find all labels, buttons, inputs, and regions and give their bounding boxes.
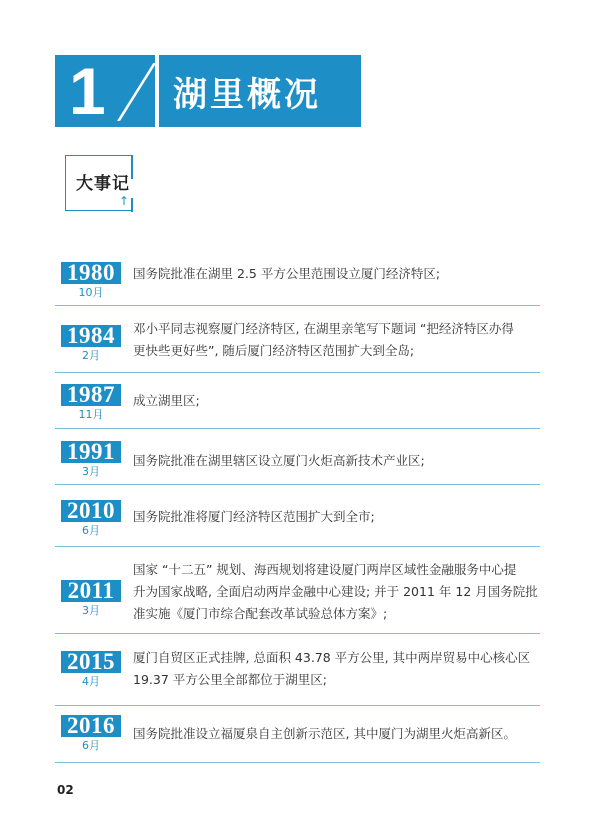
event-description bbox=[133, 647, 543, 691]
event-month: 10月 bbox=[78, 286, 104, 299]
event-month: 3月 bbox=[82, 465, 100, 478]
event-month: 6月 bbox=[82, 739, 100, 752]
event-description bbox=[133, 263, 543, 285]
description-line: 国家 “十二五” 规划、海西规划将建设厦门两岸区域性金融服务中心提 bbox=[133, 562, 517, 577]
event-year: 2015 bbox=[61, 651, 121, 673]
divider-line bbox=[55, 546, 540, 547]
event-year: 1991 bbox=[61, 441, 121, 463]
event-month: 4月 bbox=[82, 675, 100, 688]
event-description bbox=[133, 506, 543, 528]
box-edge-bottom bbox=[131, 198, 133, 212]
chapter-header bbox=[55, 55, 361, 127]
divider-line bbox=[55, 762, 540, 763]
event-description bbox=[133, 318, 543, 362]
event-year: 1987 bbox=[61, 384, 121, 406]
divider-line bbox=[55, 633, 540, 634]
chapter-number-box bbox=[55, 55, 155, 127]
divider-line bbox=[55, 484, 540, 485]
section-heading-box bbox=[65, 155, 131, 211]
arrow-up-icon: ↑ bbox=[119, 194, 130, 208]
slash-divider bbox=[117, 63, 156, 121]
event-month: 11月 bbox=[78, 408, 104, 421]
description-line: 邓小平同志视察厦门经济特区, 在湖里亲笔写下题词 “把经济特区办得 bbox=[133, 321, 514, 336]
chapter-number: 1 bbox=[69, 54, 106, 128]
event-year: 1984 bbox=[61, 325, 121, 347]
box-edge-top bbox=[131, 155, 133, 179]
divider-line bbox=[55, 305, 540, 306]
event-month: 6月 bbox=[82, 524, 100, 537]
description-line: 更快些更好些”, 随后厦门经济特区范围扩大到全岛; bbox=[133, 343, 415, 358]
event-description bbox=[133, 390, 543, 412]
page-number: 02 bbox=[57, 783, 74, 797]
divider-line bbox=[55, 705, 540, 706]
description-line: 国务院批准将厦门经济特区范围扩大到全市; bbox=[133, 509, 375, 524]
event-year: 2016 bbox=[61, 715, 121, 737]
event-year: 2010 bbox=[61, 500, 121, 522]
description-line: 准实施《厦门市综合配套改革试验总体方案》; bbox=[133, 606, 388, 621]
chapter-title-bar bbox=[159, 55, 361, 127]
event-description bbox=[133, 559, 543, 625]
description-line: 国务院批准在湖里 2.5 平方公里范围设立厦门经济特区; bbox=[133, 266, 441, 281]
description-line: 成立湖里区; bbox=[133, 393, 200, 408]
description-line: 国务院批准在湖里辖区设立厦门火炬高新技术产业区; bbox=[133, 453, 425, 468]
description-line: 国务院批准设立福厦泉自主创新示范区, 其中厦门为湖里火炬高新区。 bbox=[133, 726, 516, 741]
event-year: 2011 bbox=[61, 580, 121, 602]
description-line: 厦门自贸区正式挂牌, 总面积 43.78 平方公里, 其中两岸贸易中心核心区 bbox=[133, 650, 531, 665]
chapter-title: 湖里概况 bbox=[173, 74, 321, 115]
event-month: 2月 bbox=[82, 349, 100, 362]
event-description bbox=[133, 723, 543, 745]
description-line: 19.37 平方公里全部都位于湖里区; bbox=[133, 672, 327, 687]
event-description bbox=[133, 450, 543, 472]
divider-line bbox=[55, 428, 540, 429]
divider-line bbox=[55, 372, 540, 373]
event-month: 3月 bbox=[82, 604, 100, 617]
description-line: 升为国家战略, 全面启动两岸金融中心建设; 并于 2011 年 12 月国务院批 bbox=[133, 584, 538, 599]
section-heading: 大事记 bbox=[76, 174, 130, 194]
event-year: 1980 bbox=[61, 262, 121, 284]
